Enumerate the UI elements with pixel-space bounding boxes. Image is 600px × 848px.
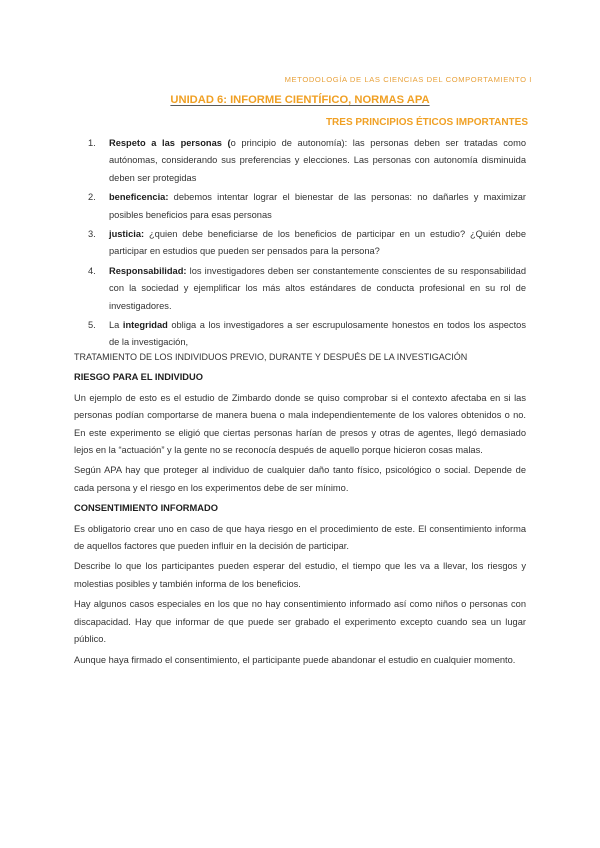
principle-term: justicia: bbox=[109, 229, 145, 240]
list-item bbox=[88, 135, 526, 187]
unit-title: UNIDAD 6: INFORME CIENTÍFICO, NORMAS APA bbox=[170, 94, 430, 106]
list-number: 1. bbox=[88, 138, 96, 148]
consent-paragraph: Es obligatorio crear uno en caso de que haya riesgo en el procedimiento de este. El consentimiento informa de aquellos factores que pueden influir en la decisión de participar. bbox=[74, 523, 526, 552]
principle-text: ¿quien debe beneficiarse de los beneficios de participar en un estudio? ¿Quién debe participar en estudios que pueden ser pensados para la persona? bbox=[109, 229, 526, 257]
consent-paragraph: Aunque haya firmado el consentimiento, el participante puede abandonar el estudio en cualquier momento. bbox=[74, 654, 516, 665]
principle-term: Respeto a las personas ( bbox=[109, 138, 231, 148]
list-item bbox=[88, 226, 526, 261]
risk-heading: RIESGO PARA EL INDIVIDUO bbox=[74, 372, 203, 383]
consent-paragraph: Hay algunos casos especiales en los que no hay consentimiento informado así como niños o personas con discapacidad. Hay que informar de que puede ser grabado el experimento excepto cuando sea un lugar público. bbox=[74, 599, 526, 645]
list-number: 2. bbox=[88, 192, 96, 203]
running-header: METODOLOGÍA DE LAS CIENCIAS DEL COMPORTAMIENTO I bbox=[284, 75, 532, 84]
principle-text: debemos intentar lograr el bienestar de las personas: no dañarles y maximizar posibles beneficios para esas personas bbox=[109, 192, 526, 220]
principles-list bbox=[88, 135, 526, 354]
treatment-heading: TRATAMIENTO DE LOS INDIVIDUOS PREVIO, DURANTE Y DESPUÉS DE LA INVESTIGACIÓN bbox=[74, 352, 468, 362]
principle-term: integridad bbox=[122, 320, 168, 331]
list-item bbox=[88, 317, 526, 352]
main-section bbox=[74, 349, 526, 672]
consent-paragraph: Describe lo que los participantes pueden esperar del estudio, el tiempo que les va a llevar, los riesgos y molestias posibles y también informa de los beneficios. bbox=[74, 561, 526, 589]
principle-text: o principio de autonomía): las personas deben ser tratadas como autónomas, considerando sus preferencias y elecciones. Las personas con autonomía disminuida deben ser protegidas bbox=[109, 138, 527, 183]
principle-term: beneficencia: bbox=[109, 192, 169, 203]
list-item bbox=[88, 263, 526, 315]
principle-term: Responsabilidad: bbox=[109, 265, 187, 276]
risk-paragraph: Según APA hay que proteger al individuo de cualquier daño tanto físico, psicológico o social. Depende de cada persona y el riesgo en los experimentos debe de ser mínimo. bbox=[74, 465, 526, 493]
risk-paragraph: Un ejemplo de esto es el estudio de Zimbardo donde se quiso comprobar si el contexto afectaba en si las personas podían comportarse de manera buena o mala independientemente de los valores obtenidos o no. En este experimento se eligió que ciertas personas harían de presos y otras de agentes, llegó demasiado lejos en la “actuación” y la gente no se reconocía después de aquello porque hicieron cosas malas. bbox=[74, 392, 526, 456]
list-number: 4. bbox=[88, 265, 96, 276]
section-title: TRES PRINCIPIOS ÉTICOS IMPORTANTES bbox=[325, 117, 528, 128]
list-number: 3. bbox=[88, 229, 96, 240]
consent-heading: CONSENTIMIENTO INFORMADO bbox=[74, 503, 218, 514]
list-item bbox=[88, 189, 526, 224]
principle-text: obliga a los investigadores a ser escrupulosamente honestos en todos los aspectos de la investigación, bbox=[109, 320, 526, 348]
list-number: 5. bbox=[88, 320, 96, 331]
principle-prefix: La bbox=[109, 320, 123, 331]
principle-text: los investigadores deben ser constantemente conscientes de su responsabilidad con la sociedad y ejemplificar los más altos estándares de conducta profesional en su rol de investigadores. bbox=[109, 265, 526, 311]
